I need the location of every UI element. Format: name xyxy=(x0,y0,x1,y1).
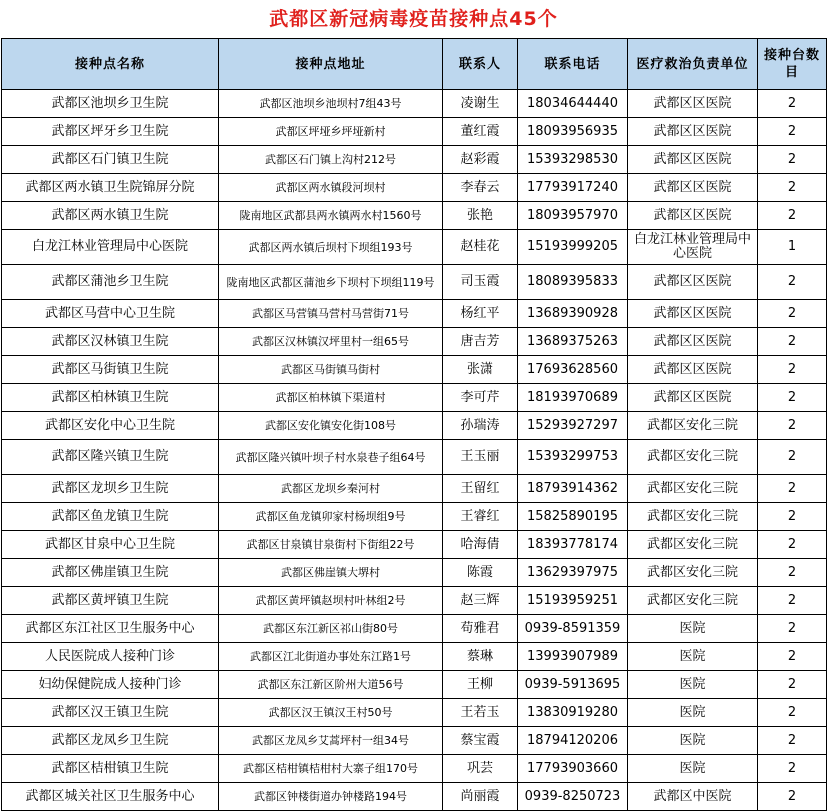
cell-medical-unit: 武都区区医院 xyxy=(628,146,758,174)
cell-site-address: 武都区佛崖镇大堺村 xyxy=(219,559,443,587)
cell-site-address: 武都区桔柑镇桔柑村大寨子组170号 xyxy=(219,755,443,783)
cell-medical-unit: 武都区安化三院 xyxy=(628,412,758,440)
cell-medical-unit: 武都区区医院 xyxy=(628,174,758,202)
cell-medical-unit: 医院 xyxy=(628,615,758,643)
cell-medical-unit: 医院 xyxy=(628,643,758,671)
table-row xyxy=(2,146,827,174)
cell-station-count: 2 xyxy=(758,118,827,146)
cell-contact: 蔡琳 xyxy=(443,643,518,671)
cell-station-count: 2 xyxy=(758,643,827,671)
cell-site-name: 武都区蒲池乡卫生院 xyxy=(2,265,219,300)
cell-contact: 王留红 xyxy=(443,475,518,503)
cell-site-address: 武都区江北街道办事处东江路1号 xyxy=(219,643,443,671)
cell-site-name: 武都区黄坪镇卫生院 xyxy=(2,587,219,615)
cell-phone: 17693628560 xyxy=(518,356,628,384)
cell-phone: 13689375263 xyxy=(518,328,628,356)
cell-site-name: 武都区石门镇卫生院 xyxy=(2,146,219,174)
table-row xyxy=(2,671,827,699)
cell-site-address: 武都区东江新区祁山街80号 xyxy=(219,615,443,643)
cell-site-name: 武都区桔柑镇卫生院 xyxy=(2,755,219,783)
cell-site-name: 妇幼保健院成人接种门诊 xyxy=(2,671,219,699)
cell-site-address: 武都区甘泉镇甘泉街村下街组22号 xyxy=(219,531,443,559)
cell-contact: 唐吉芳 xyxy=(443,328,518,356)
cell-contact: 司玉霞 xyxy=(443,265,518,300)
table-row xyxy=(2,230,827,265)
cell-site-name: 武都区汉王镇卫生院 xyxy=(2,699,219,727)
cell-phone: 13689390928 xyxy=(518,300,628,328)
cell-phone: 18193970689 xyxy=(518,384,628,412)
cell-site-address: 武都区安化镇安化街108号 xyxy=(219,412,443,440)
cell-site-name: 武都区东江社区卫生服务中心 xyxy=(2,615,219,643)
cell-station-count: 2 xyxy=(758,384,827,412)
cell-station-count: 2 xyxy=(758,783,827,811)
cell-site-name: 人民医院成人接种门诊 xyxy=(2,643,219,671)
cell-contact: 李可芹 xyxy=(443,384,518,412)
cell-medical-unit: 武都区区医院 xyxy=(628,328,758,356)
cell-medical-unit: 武都区区医院 xyxy=(628,90,758,118)
cell-station-count: 2 xyxy=(758,587,827,615)
cell-station-count: 2 xyxy=(758,699,827,727)
cell-station-count: 2 xyxy=(758,265,827,300)
table-body xyxy=(2,90,827,811)
cell-site-address: 武都区汉王镇汉王村50号 xyxy=(219,699,443,727)
cell-site-address: 武都区柏林镇下渠道村 xyxy=(219,384,443,412)
cell-phone: 13993907989 xyxy=(518,643,628,671)
cell-contact: 王若玉 xyxy=(443,699,518,727)
cell-medical-unit: 武都区安化三院 xyxy=(628,531,758,559)
cell-contact: 赵桂花 xyxy=(443,230,518,265)
cell-site-name: 武都区隆兴镇卫生院 xyxy=(2,440,219,475)
cell-contact: 张潇 xyxy=(443,356,518,384)
cell-site-name: 武都区甘泉中心卫生院 xyxy=(2,531,219,559)
cell-contact: 赵三辉 xyxy=(443,587,518,615)
cell-site-name: 武都区龙凤乡卫生院 xyxy=(2,727,219,755)
cell-medical-unit: 武都区区医院 xyxy=(628,384,758,412)
cell-phone: 15293927297 xyxy=(518,412,628,440)
cell-contact: 哈海倩 xyxy=(443,531,518,559)
cell-phone: 15193999205 xyxy=(518,230,628,265)
table-row xyxy=(2,475,827,503)
cell-phone: 13629397975 xyxy=(518,559,628,587)
cell-station-count: 2 xyxy=(758,300,827,328)
cell-contact: 蔡宝霞 xyxy=(443,727,518,755)
cell-contact: 王玉丽 xyxy=(443,440,518,475)
cell-contact: 张艳 xyxy=(443,202,518,230)
cell-site-address: 武都区坪垭乡坪垭新村 xyxy=(219,118,443,146)
cell-site-name: 武都区池坝乡卫生院 xyxy=(2,90,219,118)
table-header-row xyxy=(2,39,827,90)
cell-site-name: 武都区马街镇卫生院 xyxy=(2,356,219,384)
cell-site-name: 武都区坪牙乡卫生院 xyxy=(2,118,219,146)
table-row xyxy=(2,615,827,643)
cell-contact: 孙瑞涛 xyxy=(443,412,518,440)
cell-medical-unit: 医院 xyxy=(628,671,758,699)
cell-phone: 18034644440 xyxy=(518,90,628,118)
cell-station-count: 2 xyxy=(758,440,827,475)
cell-contact: 杨红平 xyxy=(443,300,518,328)
table-row xyxy=(2,328,827,356)
cell-phone: 18793914362 xyxy=(518,475,628,503)
cell-site-address: 武都区马街镇马街村 xyxy=(219,356,443,384)
cell-site-address: 武都区汉林镇汉坪里村一组65号 xyxy=(219,328,443,356)
page-title: 武都区新冠病毒疫苗接种点45个 xyxy=(269,8,558,30)
cell-site-address: 武都区隆兴镇叶坝子村水泉巷子组64号 xyxy=(219,440,443,475)
table-row xyxy=(2,174,827,202)
cell-station-count: 2 xyxy=(758,503,827,531)
cell-phone: 18089395833 xyxy=(518,265,628,300)
cell-site-name: 武都区佛崖镇卫生院 xyxy=(2,559,219,587)
cell-site-address: 武都区黄坪镇赵坝村叶林组2号 xyxy=(219,587,443,615)
cell-medical-unit: 武都区区医院 xyxy=(628,356,758,384)
table-row xyxy=(2,202,827,230)
cell-medical-unit: 武都区区医院 xyxy=(628,300,758,328)
cell-site-address: 武都区东江新区阶州大道56号 xyxy=(219,671,443,699)
cell-phone: 15193959251 xyxy=(518,587,628,615)
cell-phone: 15393299753 xyxy=(518,440,628,475)
cell-phone: 15393298530 xyxy=(518,146,628,174)
cell-phone: 0939-5913695 xyxy=(518,671,628,699)
cell-medical-unit: 武都区安化三院 xyxy=(628,587,758,615)
cell-contact: 陈霞 xyxy=(443,559,518,587)
cell-station-count: 2 xyxy=(758,356,827,384)
cell-site-address: 武都区钟楼街道办钟楼路194号 xyxy=(219,783,443,811)
cell-phone: 17793917240 xyxy=(518,174,628,202)
cell-site-address: 武都区龙坝乡秦河村 xyxy=(219,475,443,503)
table-row xyxy=(2,356,827,384)
cell-medical-unit: 医院 xyxy=(628,699,758,727)
table-row xyxy=(2,412,827,440)
cell-medical-unit: 医院 xyxy=(628,727,758,755)
header-station-count: 接种台数目 xyxy=(758,39,827,90)
cell-contact: 董红霞 xyxy=(443,118,518,146)
cell-site-address: 陇南地区武都县两水镇两水村1560号 xyxy=(219,202,443,230)
table-row xyxy=(2,531,827,559)
cell-site-address: 武都区两水镇后坝村下坝组193号 xyxy=(219,230,443,265)
cell-phone: 18393778174 xyxy=(518,531,628,559)
cell-site-address: 武都区马营镇马营村马营街71号 xyxy=(219,300,443,328)
cell-contact: 巩芸 xyxy=(443,755,518,783)
cell-medical-unit: 武都区中医院 xyxy=(628,783,758,811)
cell-station-count: 2 xyxy=(758,90,827,118)
cell-station-count: 2 xyxy=(758,531,827,559)
cell-site-name: 白龙江林业管理局中心医院 xyxy=(2,230,219,265)
cell-site-name: 武都区两水镇卫生院 xyxy=(2,202,219,230)
cell-contact: 李春云 xyxy=(443,174,518,202)
table-row xyxy=(2,699,827,727)
cell-station-count: 2 xyxy=(758,755,827,783)
cell-medical-unit: 武都区区医院 xyxy=(628,265,758,300)
cell-station-count: 2 xyxy=(758,671,827,699)
cell-medical-unit: 武都区区医院 xyxy=(628,118,758,146)
vaccination-sites-table xyxy=(1,38,827,811)
cell-site-name: 武都区龙坝乡卫生院 xyxy=(2,475,219,503)
cell-site-name: 武都区安化中心卫生院 xyxy=(2,412,219,440)
cell-contact: 王柳 xyxy=(443,671,518,699)
table-row xyxy=(2,384,827,412)
table-row xyxy=(2,755,827,783)
cell-phone: 0939-8591359 xyxy=(518,615,628,643)
cell-site-address: 武都区两水镇段河坝村 xyxy=(219,174,443,202)
table-row xyxy=(2,559,827,587)
table-row xyxy=(2,265,827,300)
cell-contact: 王睿红 xyxy=(443,503,518,531)
cell-site-name: 武都区马营中心卫生院 xyxy=(2,300,219,328)
cell-phone: 0939-8250723 xyxy=(518,783,628,811)
cell-station-count: 2 xyxy=(758,475,827,503)
cell-station-count: 2 xyxy=(758,559,827,587)
cell-phone: 18093957970 xyxy=(518,202,628,230)
table-row xyxy=(2,503,827,531)
table-row xyxy=(2,587,827,615)
table-row xyxy=(2,118,827,146)
cell-site-address: 武都区鱼龙镇卯家村杨坝组9号 xyxy=(219,503,443,531)
cell-station-count: 2 xyxy=(758,412,827,440)
cell-phone: 18794120206 xyxy=(518,727,628,755)
header-phone: 联系电话 xyxy=(518,39,628,90)
cell-medical-unit: 武都区安化三院 xyxy=(628,503,758,531)
header-medical-unit: 医疗救治负责单位 xyxy=(628,39,758,90)
cell-station-count: 2 xyxy=(758,615,827,643)
table-row xyxy=(2,783,827,811)
cell-station-count: 2 xyxy=(758,727,827,755)
cell-site-name: 武都区两水镇卫生院锦屏分院 xyxy=(2,174,219,202)
cell-medical-unit: 武都区安化三院 xyxy=(628,440,758,475)
cell-contact: 赵彩霞 xyxy=(443,146,518,174)
cell-station-count: 2 xyxy=(758,202,827,230)
cell-site-name: 武都区汉林镇卫生院 xyxy=(2,328,219,356)
cell-contact: 尚丽霞 xyxy=(443,783,518,811)
cell-site-address: 武都区龙凤乡艾蒿坪村一组34号 xyxy=(219,727,443,755)
table-row xyxy=(2,90,827,118)
cell-site-name: 武都区城关社区卫生服务中心 xyxy=(2,783,219,811)
cell-station-count: 2 xyxy=(758,174,827,202)
cell-site-address: 陇南地区武都区蒲池乡下坝村下坝组119号 xyxy=(219,265,443,300)
cell-station-count: 1 xyxy=(758,230,827,265)
header-site-address: 接种点地址 xyxy=(219,39,443,90)
cell-site-name: 武都区鱼龙镇卫生院 xyxy=(2,503,219,531)
cell-station-count: 2 xyxy=(758,146,827,174)
cell-medical-unit: 白龙江林业管理局中心医院 xyxy=(628,230,758,265)
cell-medical-unit: 医院 xyxy=(628,755,758,783)
cell-site-address: 武都区石门镇上沟村212号 xyxy=(219,146,443,174)
cell-station-count: 2 xyxy=(758,328,827,356)
cell-site-name: 武都区柏林镇卫生院 xyxy=(2,384,219,412)
header-site-name: 接种点名称 xyxy=(2,39,219,90)
cell-medical-unit: 武都区安化三院 xyxy=(628,475,758,503)
cell-contact: 凌谢生 xyxy=(443,90,518,118)
cell-contact: 苟雅君 xyxy=(443,615,518,643)
cell-phone: 18093956935 xyxy=(518,118,628,146)
cell-phone: 13830919280 xyxy=(518,699,628,727)
cell-phone: 17793903660 xyxy=(518,755,628,783)
table-row xyxy=(2,440,827,475)
cell-phone: 15825890195 xyxy=(518,503,628,531)
table-row xyxy=(2,643,827,671)
header-contact: 联系人 xyxy=(443,39,518,90)
table-row xyxy=(2,727,827,755)
cell-site-address: 武都区池坝乡池坝村7组43号 xyxy=(219,90,443,118)
cell-medical-unit: 武都区安化三院 xyxy=(628,559,758,587)
cell-medical-unit: 武都区区医院 xyxy=(628,202,758,230)
table-row xyxy=(2,300,827,328)
